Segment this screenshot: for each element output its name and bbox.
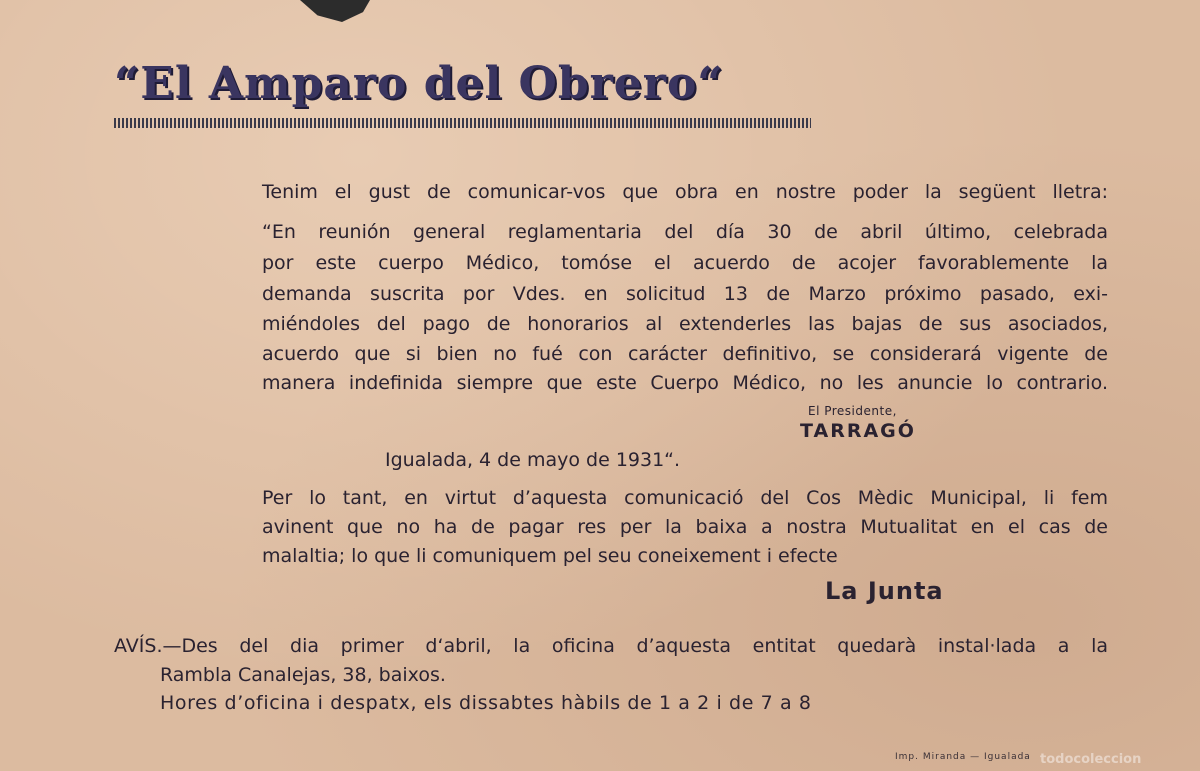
signature-role: El Presidente, [808, 404, 897, 418]
letter-line: manera indefinida siempre que este Cuerpo Médico, no les anuncie lo contrario. [262, 372, 1108, 394]
letter-line: miéndoles del pago de honorarios al extenderles las bajas de sus asociados, [262, 313, 1108, 335]
document-title: “El Amparo del Obrero“ [114, 58, 724, 109]
closing-line: Per lo tant, en virtut d’aquesta comunicació del Cos Mèdic Municipal, li fem [262, 487, 1108, 509]
closing-line: malaltia; lo que li comuniquem pel seu coneixement i efecte [262, 545, 838, 567]
notice-line: Rambla Canalejas, 38, baixos. [160, 664, 446, 686]
signature-name: TARRAGÓ [800, 420, 916, 442]
notice-line: Hores d’oficina i despatx, els dissabtes hàbils de 1 a 2 i de 7 a 8 [160, 692, 812, 714]
letter-line: “En reunión general reglamentaria del día 30 de abril último, celebrada [262, 221, 1108, 243]
closing-line: avinent que no ha de pagar res per la baixa a nostra Mutualitat en el cas de [262, 516, 1108, 538]
letter-line: por este cuerpo Médico, tomóse el acuerdo de acojer favorablemente la [262, 252, 1108, 274]
printer-imprint: Imp. Miranda — Igualada [895, 752, 1031, 762]
intro-text: Tenim el gust de comunicar-vos que obra en nostre poder la següent lletra: [262, 181, 1108, 203]
watermark: todocoleccion [1040, 752, 1142, 767]
place-date: Igualada, 4 de mayo de 1931“. [385, 449, 681, 471]
notice-line: AVÍS.—Des del dia primer d‘abril, la oficina d’aquesta entitat quedarà instal·lada a la [114, 635, 1108, 657]
title-underline [114, 118, 811, 128]
letter-line: acuerdo que si bien no fué con carácter definitivo, se considerará vigente de [262, 343, 1108, 365]
letter-line: demanda suscrita por Vdes. en solicitud 13 de Marzo próximo pasado, exi- [262, 283, 1108, 305]
sender-signature: La Junta [825, 577, 944, 605]
